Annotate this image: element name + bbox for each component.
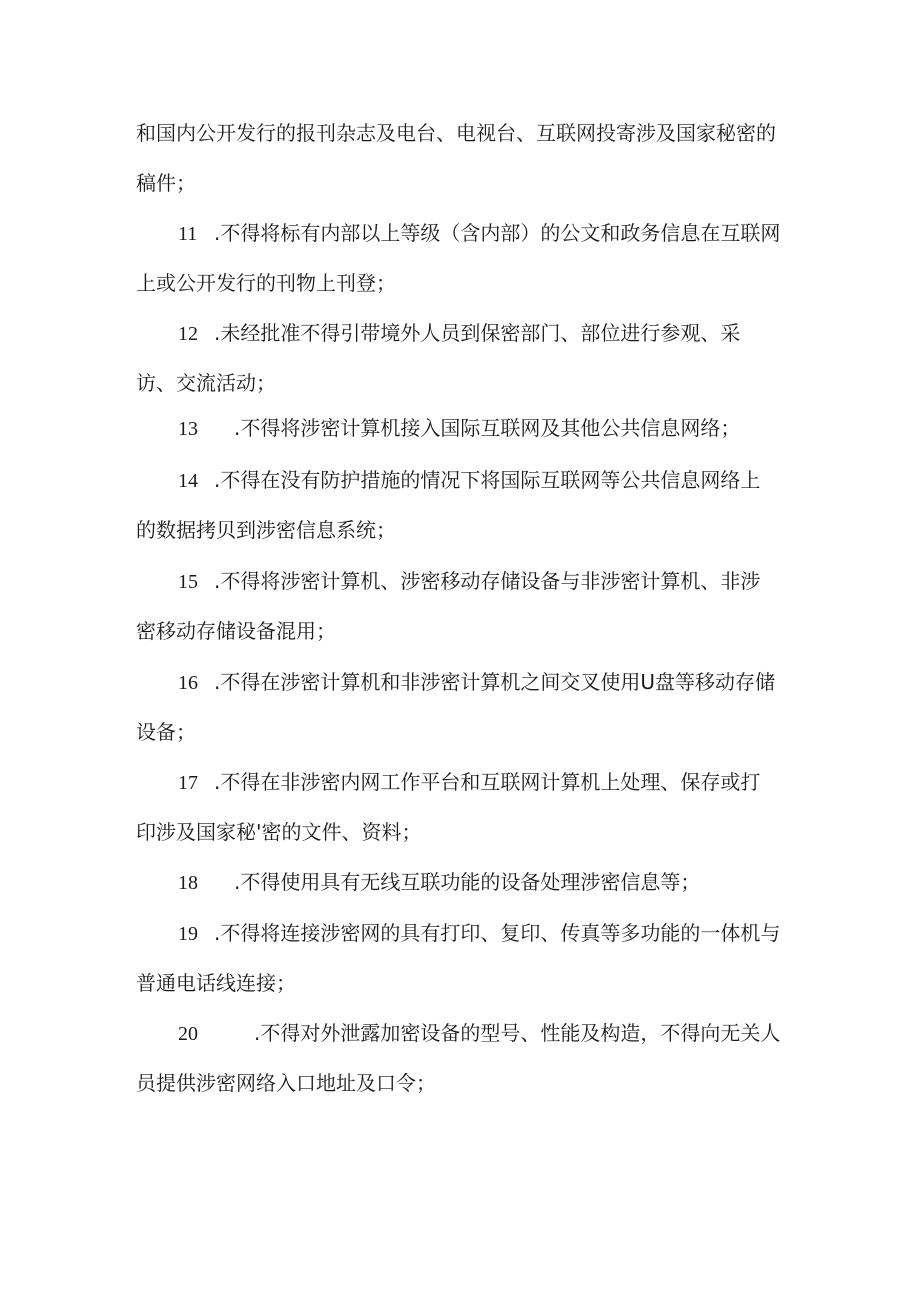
item-text: 员提供涉密网络入口地址及口令； — [136, 1071, 436, 1095]
item-text: .不得将连接涉密网的具有打印、复印、传真等多功能的一体机与 — [214, 921, 781, 945]
item-number: 20 — [178, 1023, 198, 1045]
item-text: 设备； — [136, 720, 196, 744]
item-number: 16 — [178, 672, 198, 694]
item-text: 的数据拷贝到涉密信息系统； — [136, 518, 396, 542]
list-item — [136, 757, 786, 857]
item-number: 18 — [178, 872, 198, 894]
list-item — [136, 556, 786, 656]
item-number: 14 — [178, 470, 198, 492]
item-text: 密移动存储设备混用； — [136, 619, 336, 643]
item-text: .不得将标有内部以上等级（含内部）的公文和政务信息在互联网 — [214, 221, 781, 245]
list-item — [136, 857, 786, 907]
item-number: 12 — [178, 323, 198, 345]
item-number: 13 — [178, 418, 198, 440]
item-text: .不得使用具有无线互联功能的设备处理涉密信息等； — [234, 870, 701, 894]
item-text: 普通电话线连接； — [136, 971, 296, 995]
item-text: .未经批准不得引带境外人员到保密部门、部位进行参观、采 — [214, 321, 741, 345]
item-text: .不得将涉密计算机接入国际互联网及其他公共信息网络； — [234, 416, 741, 440]
item-number: 19 — [178, 923, 198, 945]
list-item — [136, 403, 786, 453]
item-text: 上或公开发行的刊物上刊登； — [136, 271, 396, 295]
item-text: .不得将涉密计算机、涉密移动存储设备与非涉密计算机、非涉 — [214, 569, 761, 593]
list-item — [136, 308, 786, 408]
item-text: .不得对外泄露加密设备的型号、性能及构造，不得向无关人 — [254, 1021, 781, 1045]
item-text: 访、交流活动； — [136, 371, 276, 395]
item-number: 15 — [178, 571, 198, 593]
list-item — [136, 908, 786, 1008]
list-item — [136, 455, 786, 555]
item-text: .不得在没有防护措施的情况下将国际互联网等公共信息网络上 — [214, 468, 761, 492]
paragraph-line: 稿件； — [136, 171, 196, 195]
paragraph-line: 和国内公开发行的报刊杂志及电台、电视台、互联网投寄涉及国家秘密的 — [136, 121, 776, 145]
item-number: 11 — [178, 223, 198, 245]
item-text: .不得在非涉密内网工作平台和互联网计算机上处理、保存或打 — [214, 770, 761, 794]
list-item — [136, 208, 786, 308]
intro-paragraph — [136, 108, 786, 208]
item-number: 17 — [178, 772, 198, 794]
list-item — [136, 657, 786, 757]
item-text: 印涉及国家秘'密的文件、资料； — [136, 820, 422, 844]
item-text: .不得在涉密计算机和非涉密计算机之间交叉使用U盘等移动存储 — [214, 670, 775, 694]
list-item — [136, 1008, 786, 1108]
